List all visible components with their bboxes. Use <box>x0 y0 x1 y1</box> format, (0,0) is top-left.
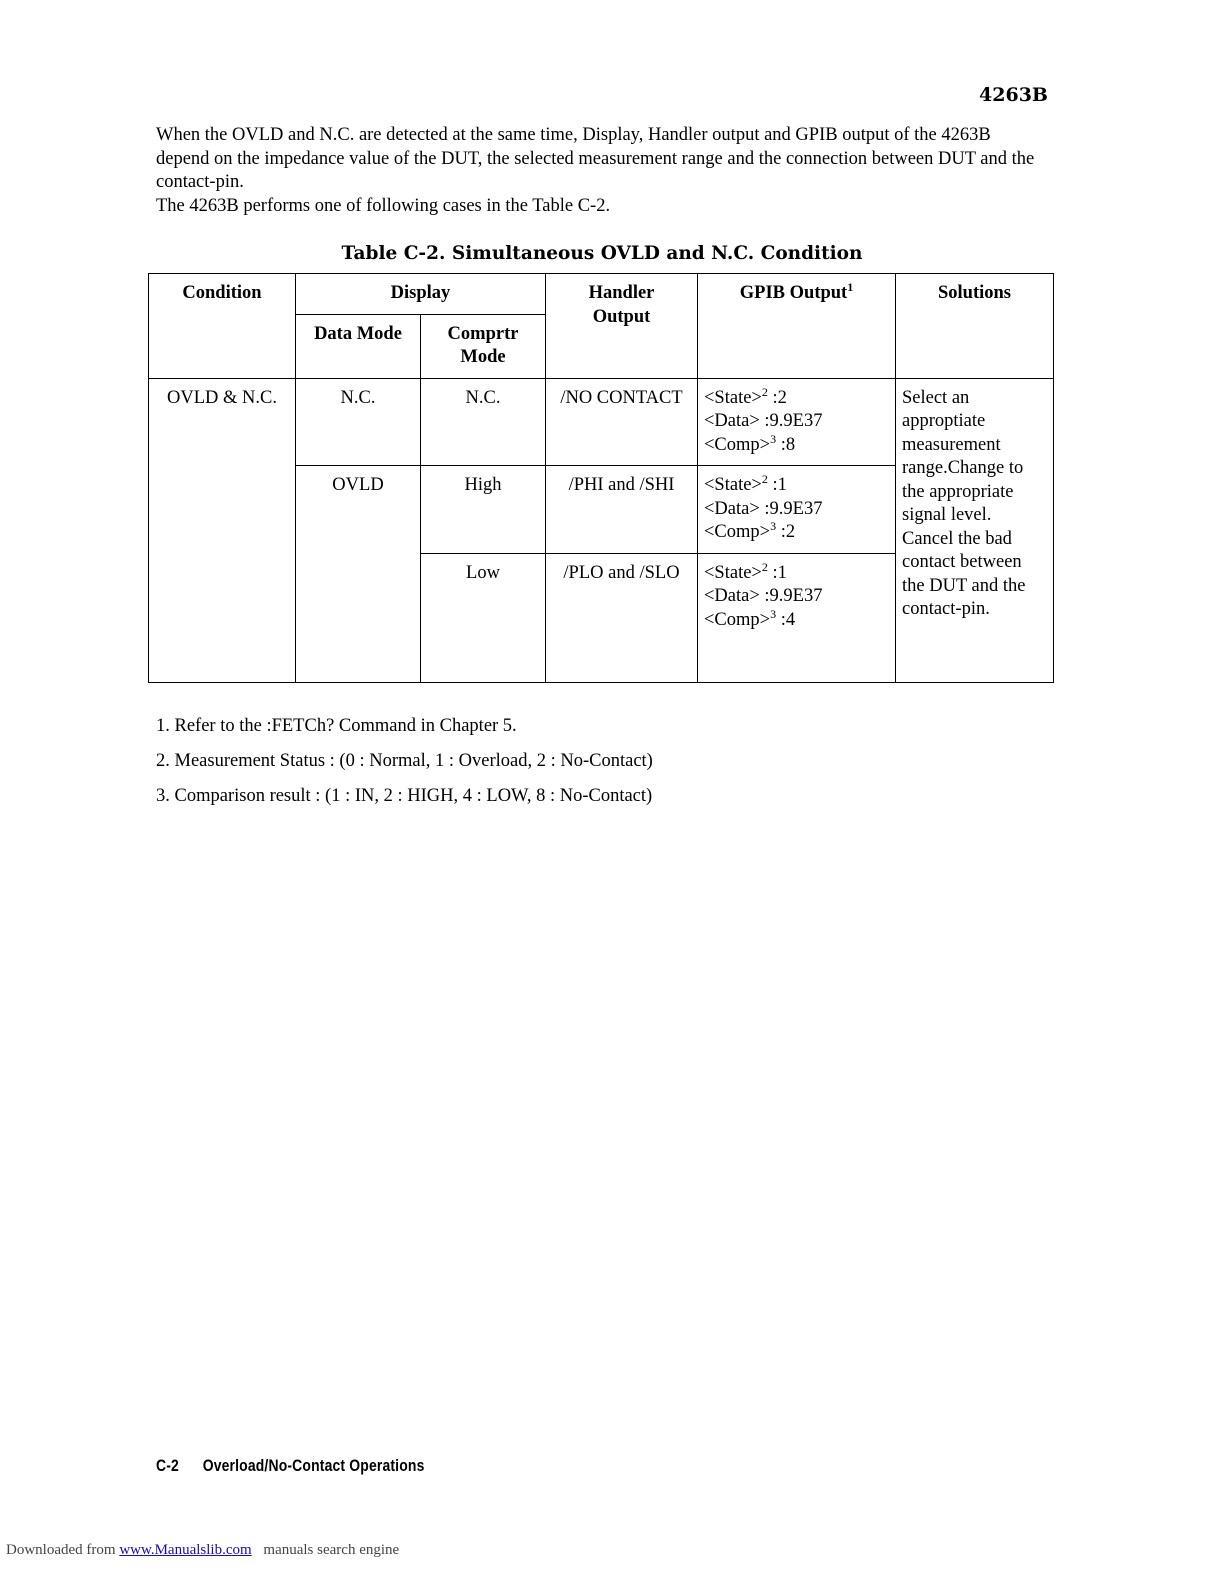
page-code: C-2 <box>156 1456 179 1475</box>
header-data-mode: Data Mode <box>296 314 421 378</box>
cell-gpib <box>698 466 896 554</box>
gpib-state-value: :1 <box>767 475 787 495</box>
footnotes <box>156 715 653 820</box>
download-suffix: manuals search engine <box>263 1542 400 1558</box>
section-title: Overload/No-Contact Operations <box>202 1456 425 1475</box>
cell-comprtr-mode: High <box>421 466 546 554</box>
header-handler-line1: Handler <box>588 283 655 303</box>
header-handler-output <box>546 274 698 379</box>
intro-paragraph-2: The 4263B performs one of following cases in the Table C-2. <box>156 195 611 216</box>
gpib-state: <State> <box>704 475 762 495</box>
table-title: Table C-2. Simultaneous OVLD and N.C. Condition <box>341 243 863 264</box>
gpib-comp: <Comp> <box>704 434 771 455</box>
gpib-state-value: :1 <box>767 562 787 583</box>
header-gpib-footnote: 1 <box>847 279 854 294</box>
footnote-2: 2. Measurement Status : (0 : Normal, 1 : Overload, 2 : No-Contact) <box>156 751 653 771</box>
download-prefix: Downloaded from <box>6 1542 116 1558</box>
gpib-state-value: :2 <box>767 387 787 408</box>
gpib-state: <State> <box>704 562 762 583</box>
header-condition: Condition <box>149 274 296 379</box>
header-display: Display <box>296 274 546 315</box>
gpib-comp-value: :4 <box>776 609 796 630</box>
gpib-comp-footnote: 3 <box>770 518 777 533</box>
cell-handler: /PLO and /SLO <box>546 553 698 682</box>
cell-data-mode: OVLD <box>296 466 421 683</box>
cell-solutions: Select an approptiate measurement range.Change to the appropriate signal level. Cancel the bad contact between the DUT and the contact-pin. <box>896 378 1054 682</box>
cell-comprtr-mode: Low <box>421 553 546 682</box>
cell-handler: /PHI and /SHI <box>546 466 698 554</box>
gpib-comp: <Comp> <box>704 609 771 630</box>
table-row <box>149 378 1054 466</box>
intro-text <box>156 124 1036 218</box>
cell-comprtr-mode: N.C. <box>421 378 546 466</box>
manualslib-link[interactable]: www.Manualslib.com <box>119 1542 252 1558</box>
intro-paragraph-1: When the OVLD and N.C. are detected at the same time, Display, Handler output and GPIB output of the 4263B depend on the impedance value of the DUT, the selected measurement range and the connection between DUT and the contact-pin. <box>156 125 1035 192</box>
header-comprtr-line2: Mode <box>460 347 506 367</box>
cell-handler: /NO CONTACT <box>546 378 698 466</box>
gpib-data: <Data> :9.9E37 <box>704 498 823 519</box>
cell-data-mode: N.C. <box>296 378 421 466</box>
document-model-header: 4263B <box>979 84 1048 106</box>
gpib-data: <Data> :9.9E37 <box>704 411 823 431</box>
cell-gpib <box>698 378 896 466</box>
gpib-state-footnote: 2 <box>761 559 768 574</box>
gpib-state-footnote: 2 <box>761 471 768 486</box>
header-comprtr-line1: Comprtr <box>447 323 519 344</box>
gpib-comp-value: :2 <box>776 522 796 542</box>
cell-condition: OVLD & N.C. <box>149 378 296 682</box>
page-footer <box>156 1456 424 1476</box>
footnote-3: 3. Comparison result : (1 : IN, 2 : HIGH, 4 : LOW, 8 : No-Contact) <box>156 786 653 806</box>
gpib-state: <State> <box>704 387 762 408</box>
gpib-comp-footnote: 3 <box>770 606 777 621</box>
download-banner <box>6 1542 399 1559</box>
gpib-comp-footnote: 3 <box>770 431 777 446</box>
gpib-state-footnote: 2 <box>761 384 768 399</box>
footnote-1: 1. Refer to the :FETCh? Command in Chapter 5. <box>156 716 517 736</box>
header-solutions: Solutions <box>896 274 1054 379</box>
header-handler-line2: Output <box>592 306 651 327</box>
condition-table <box>148 273 1054 683</box>
cell-gpib <box>698 553 896 682</box>
header-comprtr-mode <box>421 314 546 378</box>
header-gpib-label: GPIB Output <box>739 283 848 303</box>
gpib-comp-value: :8 <box>776 434 796 455</box>
gpib-data: <Data> :9.9E37 <box>704 586 823 606</box>
header-gpib-output <box>698 274 896 379</box>
gpib-comp: <Comp> <box>704 522 771 542</box>
